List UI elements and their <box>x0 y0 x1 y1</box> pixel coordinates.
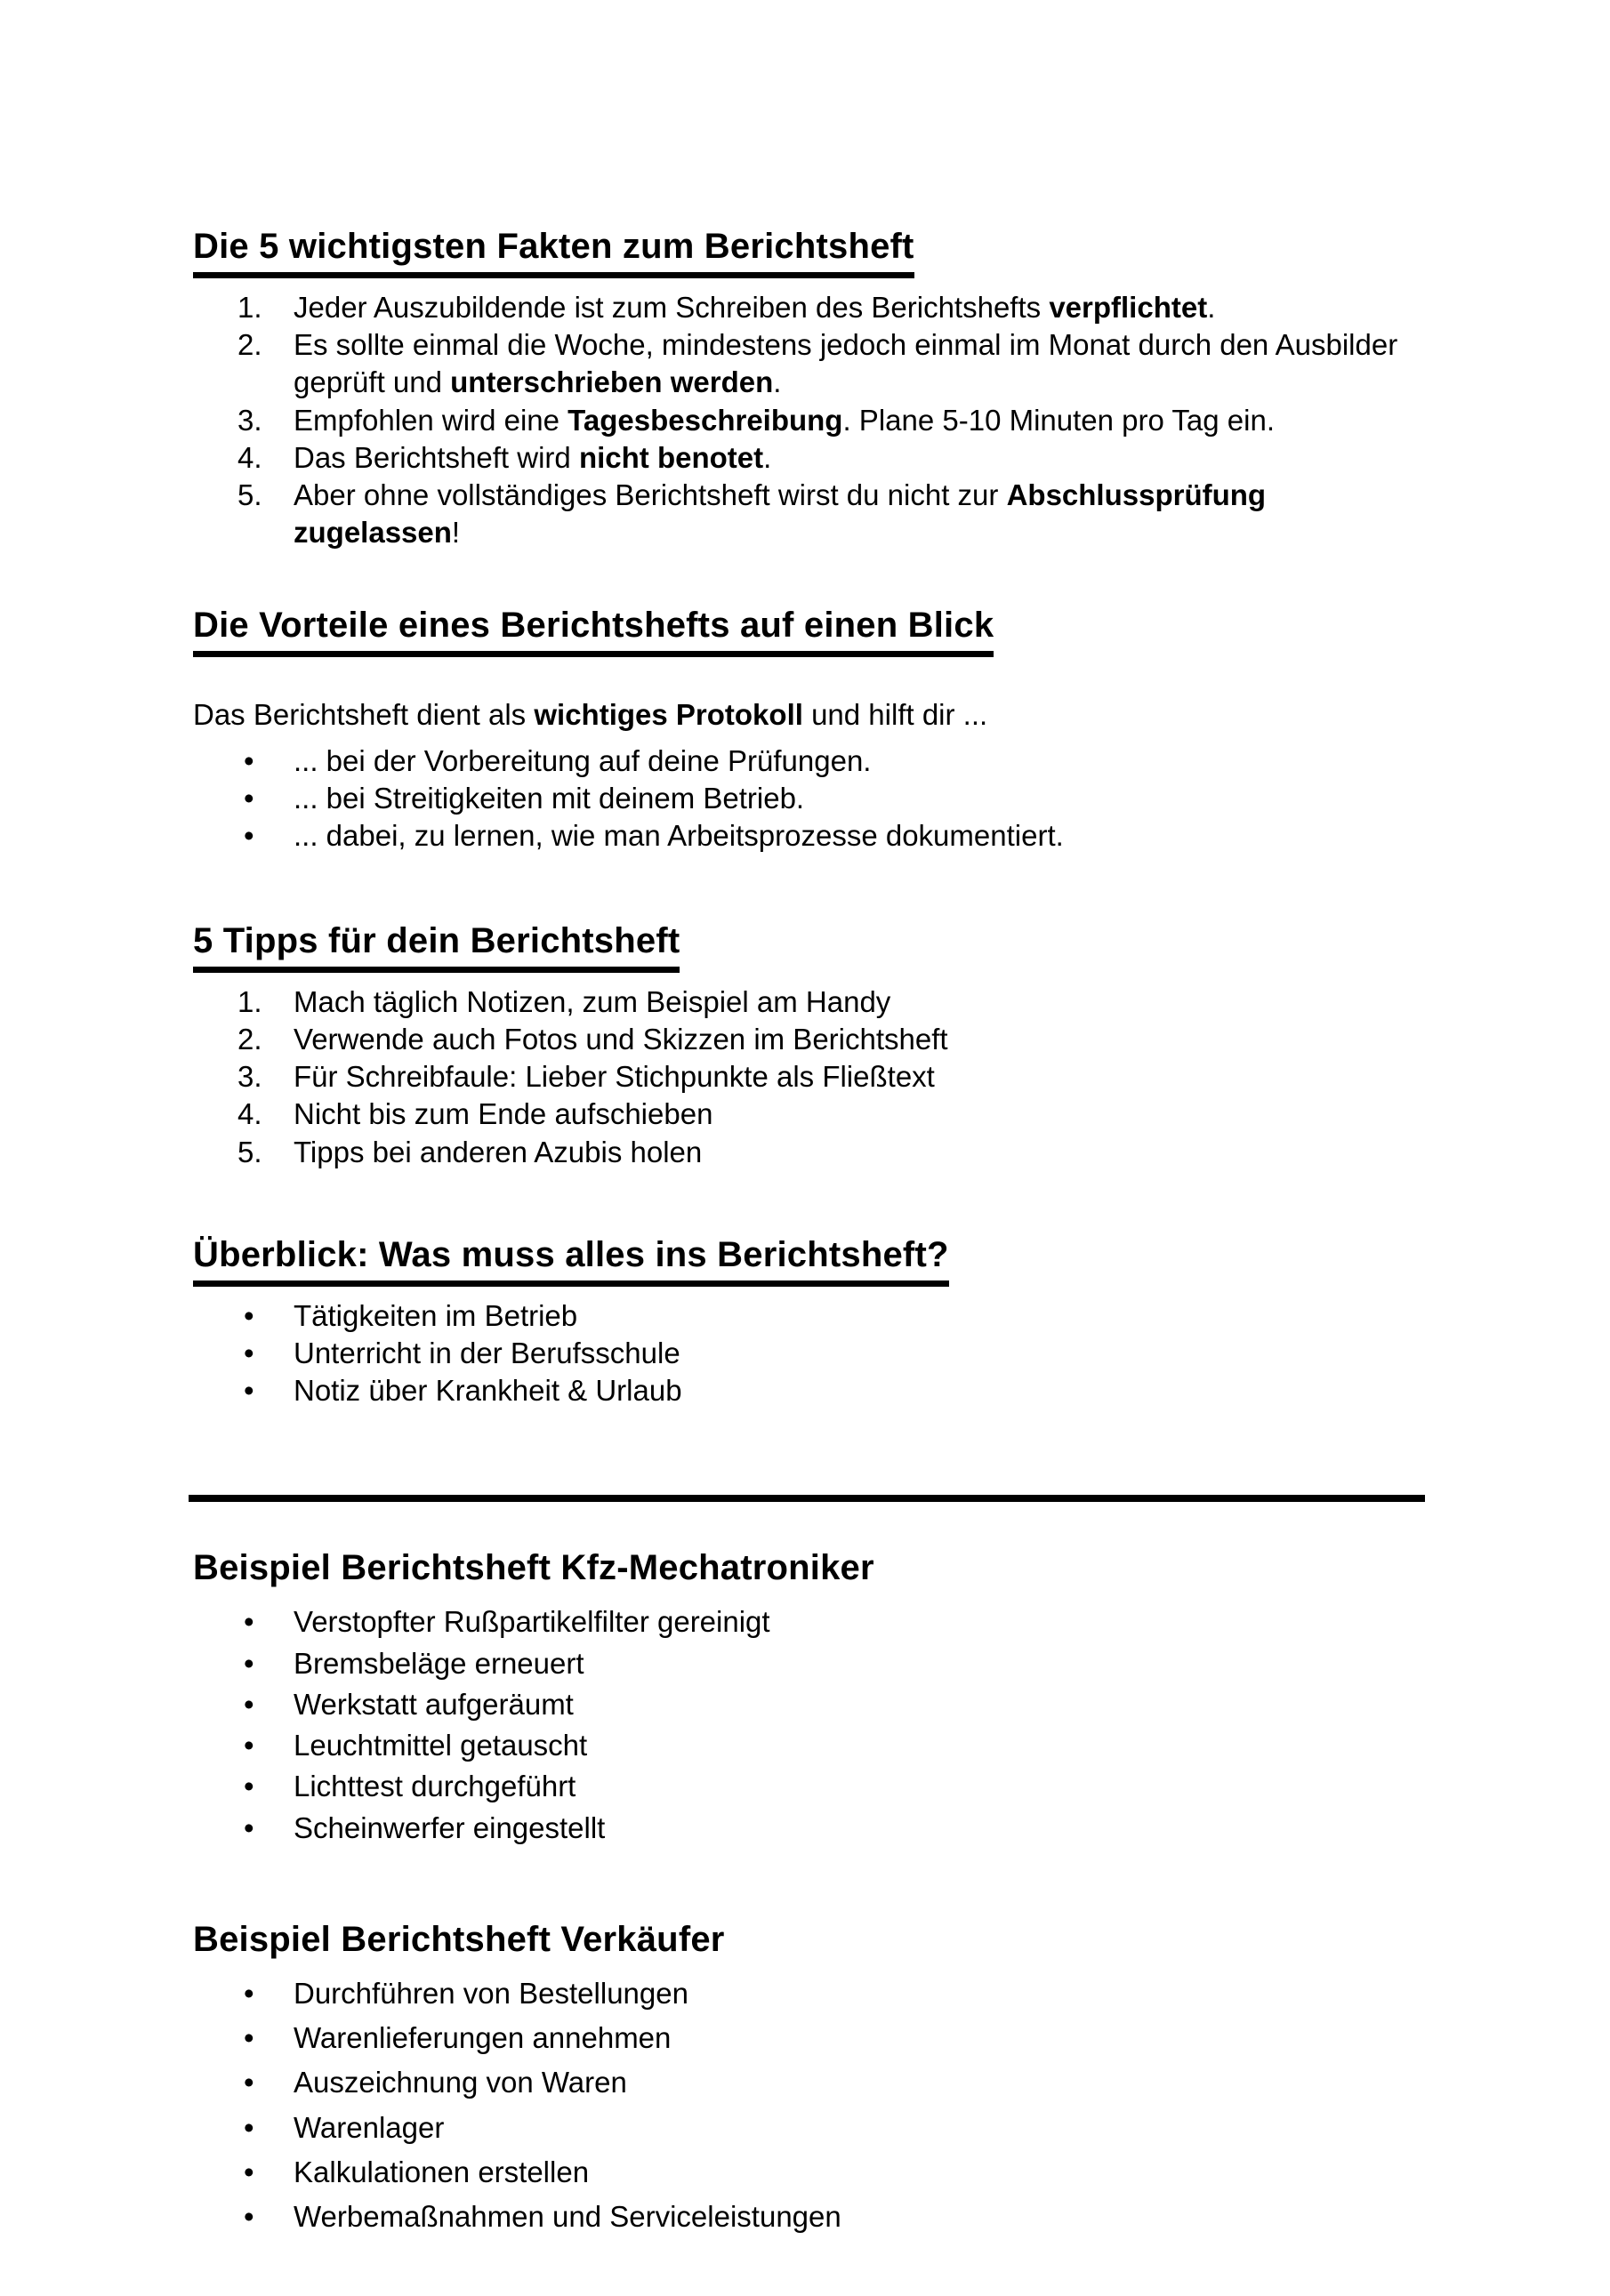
text-run: Tipps bei anderen Azubis holen <box>294 1135 703 1168</box>
text-run: Es sollte einmal die Woche, mindestens jedoch einmal im Monat durch den Ausbilder geprüft und <box>294 328 1398 399</box>
numbered-list <box>193 983 1423 1171</box>
section-beispiel-verkaeufer <box>193 1918 1423 2236</box>
text-run: Notiz über Krankheit & Urlaub <box>294 1374 682 1408</box>
list-item <box>193 1686 1423 1723</box>
section-heading <box>193 919 1423 973</box>
text-run: Das Berichtsheft dient als <box>193 697 535 731</box>
list-item <box>193 1975 1423 2012</box>
text-run: Jeder Auszubildende ist zum Schreiben des Berichtshefts <box>294 291 1050 324</box>
text-run: . <box>773 365 782 399</box>
list-item <box>193 1335 1423 1372</box>
numbered-list <box>193 289 1423 552</box>
text-run: Durchführen von Bestellungen <box>294 1976 688 2010</box>
list-item <box>193 289 1423 326</box>
list-item <box>193 326 1423 401</box>
section-heading <box>193 1233 1423 1287</box>
text-run: ... bei Streitigkeiten mit deinem Betrieb. <box>294 782 805 815</box>
text-run-bold: Tagesbeschreibung <box>568 403 843 437</box>
list-item <box>193 1727 1423 1764</box>
section-beispiel-kfz <box>193 1546 1423 1846</box>
list-item <box>193 1372 1423 1409</box>
text-run: Verstopfter Rußpartikelfilter gereinigt <box>294 1605 770 1639</box>
heading-text: Die 5 wichtigsten Fakten zum Berichtsheft <box>193 225 914 278</box>
text-run: Warenlager <box>294 2110 445 2144</box>
list-item <box>193 2154 1423 2191</box>
text-run: und hilft dir ... <box>802 697 988 731</box>
section-fakten <box>193 225 1423 552</box>
text-run: Das Berichtsheft wird <box>294 440 579 474</box>
text-run-bold: Abschlussprüfung zugelassen <box>294 478 1267 550</box>
text-run: Werbemaßnahmen und Serviceleistungen <box>294 2200 841 2234</box>
heading-text: 5 Tipps für dein Berichtsheft <box>193 919 680 973</box>
section-divider <box>189 1495 1425 1502</box>
list-item <box>193 1645 1423 1682</box>
section-tipps <box>193 919 1423 1171</box>
section-heading <box>193 604 1423 657</box>
list-item <box>193 780 1423 817</box>
list-item <box>193 2109 1423 2147</box>
text-run: Verwende auch Fotos und Skizzen im Berichtsheft <box>294 1022 948 1056</box>
list-item <box>193 477 1423 551</box>
list-item <box>193 439 1423 477</box>
text-run: Lichttest durchgeführt <box>294 1770 576 1803</box>
text-run: . <box>1207 291 1216 324</box>
text-run: Tätigkeiten im Betrieb <box>294 1298 578 1332</box>
text-run-bold: nicht benotet <box>578 440 764 474</box>
list-item <box>193 1058 1423 1096</box>
text-run: Warenlieferungen annehmen <box>294 2021 672 2055</box>
section-heading <box>193 225 1423 278</box>
bullet-list <box>193 1975 1423 2236</box>
list-item <box>193 402 1423 439</box>
text-run: Mach täglich Notizen, zum Beispiel am Handy <box>294 984 891 1018</box>
bullet-list <box>193 1603 1423 1846</box>
section-heading: Beispiel Berichtsheft Verkäufer <box>193 1919 725 1959</box>
text-run: Scheinwerfer eingestellt <box>294 1810 606 1844</box>
section-vorteile <box>193 604 1423 855</box>
heading-text: Die Vorteile eines Berichtshefts auf einen Blick <box>193 604 994 657</box>
list-item <box>193 817 1423 855</box>
text-run: Kalkulationen erstellen <box>294 2155 590 2188</box>
list-item <box>193 2019 1423 2057</box>
text-run: Werkstatt aufgeräumt <box>294 1687 574 1721</box>
list-item <box>193 1768 1423 1805</box>
text-run-bold: unterschrieben werden <box>450 365 774 399</box>
intro-paragraph <box>193 696 1423 734</box>
list-item <box>193 1603 1423 1641</box>
text-run: . Plane 5-10 Minuten pro Tag ein. <box>842 403 1276 437</box>
text-run: Auszeichnung von Waren <box>294 2066 627 2099</box>
bullet-list <box>193 743 1423 855</box>
list-item <box>193 2064 1423 2101</box>
list-item <box>193 1021 1423 1058</box>
list-item <box>193 983 1423 1021</box>
list-item <box>193 743 1423 780</box>
section-ueberblick <box>193 1233 1423 1410</box>
list-item <box>193 2198 1423 2236</box>
text-run: ... bei der Vorbereitung auf deine Prüfungen. <box>294 743 872 777</box>
list-item <box>193 1810 1423 1847</box>
text-run-bold: verpflichtet <box>1049 291 1208 324</box>
text-run: ... dabei, zu lernen, wie man Arbeitsprozesse dokumentiert. <box>294 819 1064 853</box>
list-item <box>193 1134 1423 1171</box>
heading-text: Überblick: Was muss alles ins Berichtsheft? <box>193 1233 949 1287</box>
text-run: Für Schreibfaule: Lieber Stichpunkte als Fließtext <box>294 1060 935 1094</box>
section-heading: Beispiel Berichtsheft Kfz-Mechatroniker <box>193 1548 874 1588</box>
text-run: Unterricht in der Berufsschule <box>294 1336 680 1369</box>
list-item <box>193 1096 1423 1133</box>
text-run: Nicht bis zum Ende aufschieben <box>294 1097 713 1131</box>
text-run: Empfohlen wird eine <box>294 403 568 437</box>
text-run: Aber ohne vollständiges Berichtsheft wirst du nicht zur <box>294 478 1007 512</box>
text-run: Leuchtmittel getauscht <box>294 1729 588 1762</box>
text-run: Bremsbeläge erneuert <box>294 1646 584 1680</box>
text-run: ! <box>451 516 461 550</box>
text-run: . <box>763 440 772 474</box>
list-item <box>193 1297 1423 1335</box>
bullet-list <box>193 1297 1423 1410</box>
text-run-bold: wichtiges Protokoll <box>534 697 803 731</box>
